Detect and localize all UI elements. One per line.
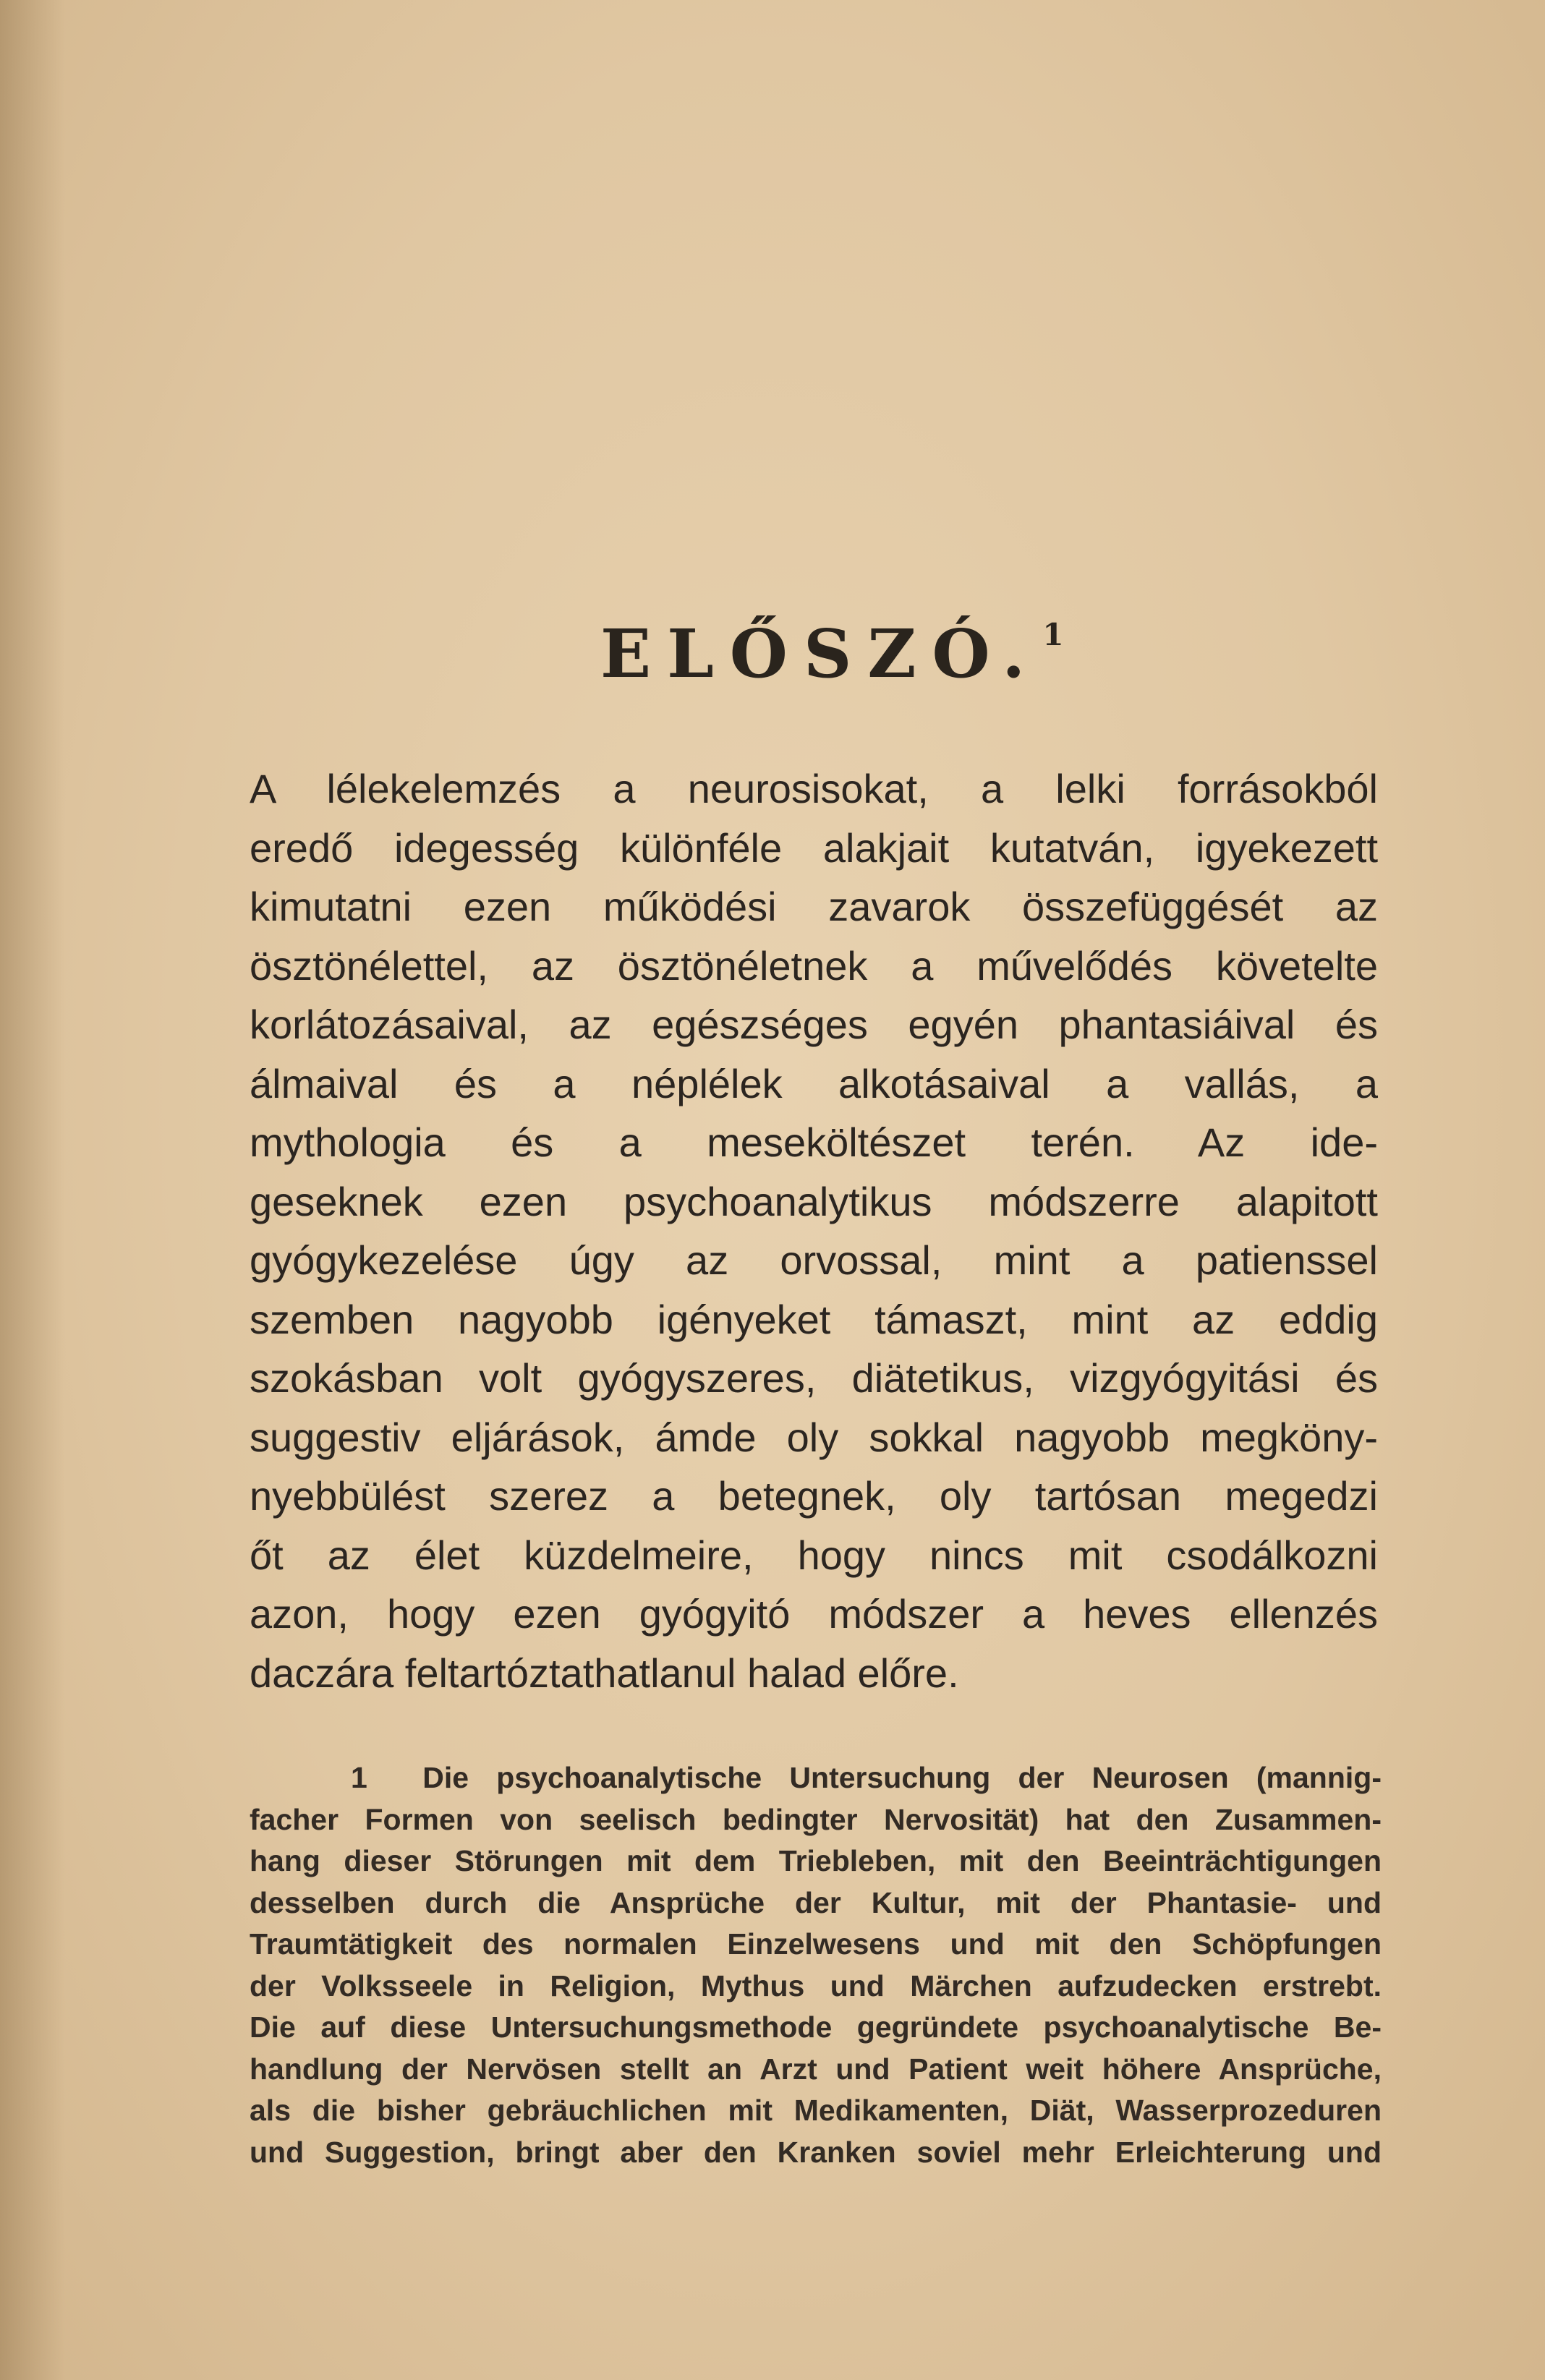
paragraph-line: mythologia és a meseköltészet terén. Az ide- <box>250 1119 1378 1165</box>
footnote-line: facher Formen von seelisch bedingter Nervosität) hat den Zusammen- <box>250 1802 1382 1836</box>
paragraph-line: A lélekelemzés a neurosisokat, a lelki forrásokból <box>250 766 1378 811</box>
footnote-line: Die auf diese Untersuchungsmethode gegründete psychoanalytische Be- <box>250 2010 1382 2044</box>
footnote-line: als die bisher gebräuchlichen mit Medikamenten, Diät, Wasserprozeduren <box>250 2094 1382 2127</box>
main-paragraph <box>250 759 1378 1702</box>
footnote-line-text: Die psychoanalytische Untersuchung der Neurosen (mannig- <box>422 1761 1382 1794</box>
paragraph-line: daczára feltartóztathatlanul halad előre. <box>250 1650 959 1696</box>
footnote-line: desselben durch die Ansprüche der Kultur, mit der Phantasie- und <box>250 1885 1382 1919</box>
paragraph-line: gyógykezelése úgy az orvossal, mint a patienssel <box>250 1237 1378 1283</box>
footnote-line: der Volksseele in Religion, Mythus und Märchen aufzudecken erstrebt. <box>250 1969 1382 2002</box>
footnote-line: hang dieser Störungen mit dem Triebleben, mit den Beeinträchtigungen <box>250 1844 1382 1877</box>
footnote-line: handlung der Nervösen stellt an Arzt und Patient weit höhere Ansprüche, <box>250 2052 1382 2086</box>
paragraph-line: szemben nagyobb igényeket támaszt, mint az eddig <box>250 1296 1378 1342</box>
footnote-line: Traumtätigkeit des normalen Einzelwesens und mit den Schöpfungen <box>250 1927 1382 1961</box>
chapter-title <box>600 615 1064 693</box>
chapter-title-text: ELŐSZÓ. <box>600 615 1042 693</box>
footnote <box>250 1757 1382 2173</box>
paragraph-line: álmaival és a néplélek alkotásaival a vallás, a <box>250 1060 1378 1106</box>
paragraph-line: suggestiv eljárások, ámde oly sokkal nagyobb megköny- <box>250 1414 1378 1460</box>
paragraph-line: azon, hogy ezen gyógyitó módszer a heves ellenzés <box>250 1591 1378 1637</box>
footnote-line: und Suggestion, bringt aber den Kranken soviel mehr Erleichterung und <box>250 2135 1382 2169</box>
footnote-line <box>250 1757 1382 1799</box>
paragraph-line: geseknek ezen psychoanalytikus módszerre alapitott <box>250 1178 1378 1224</box>
title-footnote-marker: 1 <box>1042 617 1064 652</box>
paragraph-line: őt az élet küzdelmeire, hogy nincs mit csodálkozni <box>250 1532 1378 1578</box>
footnote-marker: 1 <box>351 1761 367 1794</box>
paragraph-line: szokásban volt gyógyszeres, diätetikus, vizgyógyitási és <box>250 1355 1378 1401</box>
paragraph-line: eredő idegesség különféle alakjait kutatván, igyekezett <box>250 824 1378 871</box>
paragraph-line: ösztönélettel, az ösztönéletnek a művelődés követelte <box>250 942 1378 989</box>
paragraph-line: korlátozásaival, az egészséges egyén phantasiáival és <box>250 1002 1378 1047</box>
paragraph-line: nyebbülést szerez a betegnek, oly tartósan megedzi <box>250 1473 1378 1519</box>
paragraph-line: kimutatni ezen működési zavarok összefüggését az <box>250 884 1378 929</box>
page-gutter-shadow <box>0 0 65 2380</box>
